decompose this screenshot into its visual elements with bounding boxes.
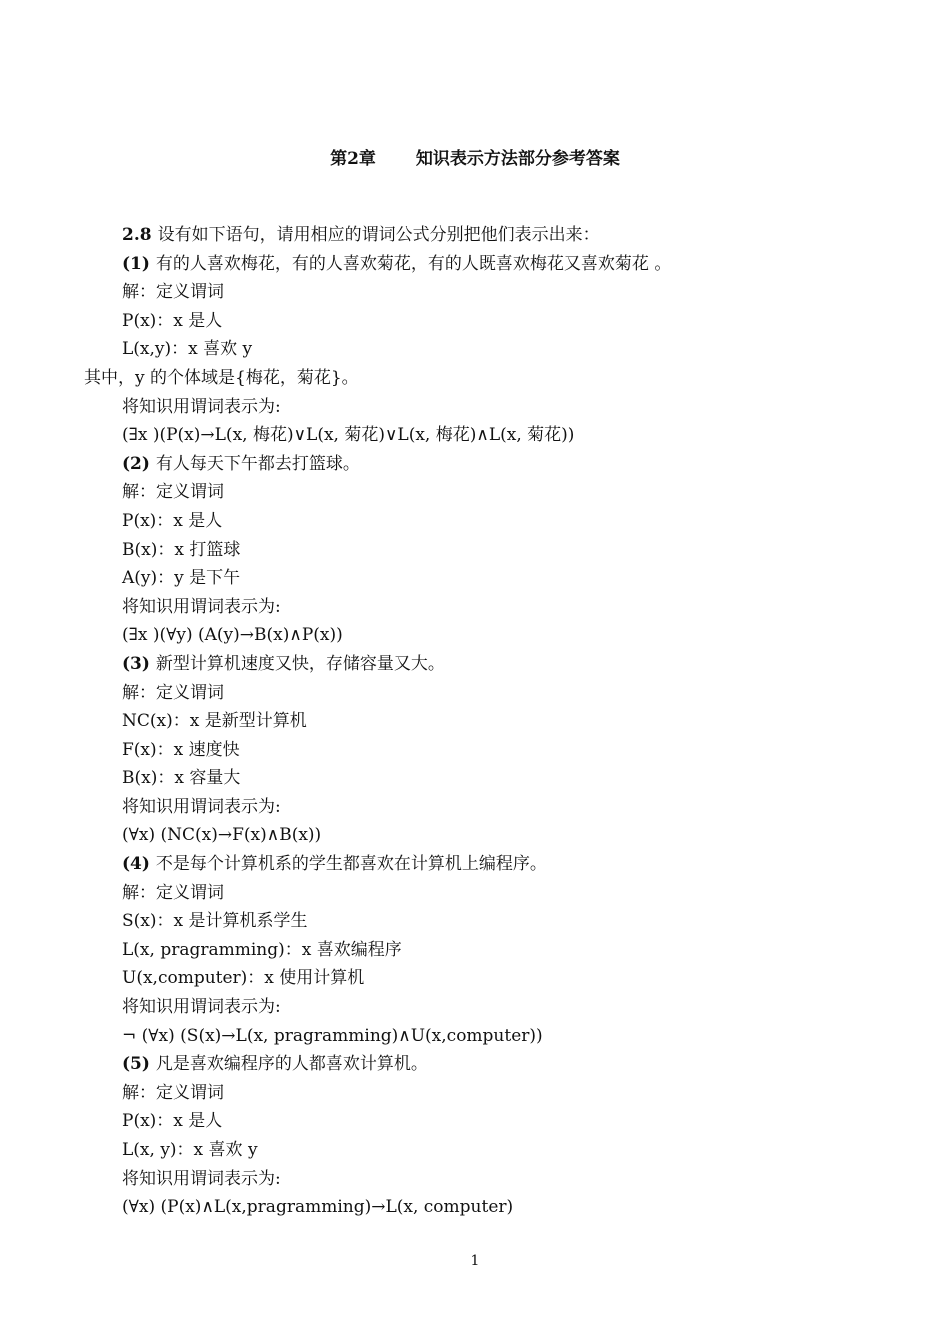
problem-text: 设有如下语句，请用相应的谓词公式分别把他们表示出来： [157,225,600,245]
formula: (∀x) (NC(x)→F(x)∧B(x)) [122,825,322,846]
item-question [0,250,950,279]
predicate-definition: P(x)：x 是人 [122,1111,223,1132]
predicate-definition: L(x, pragramming)：x 喜欢编程序 [122,939,402,960]
problem-heading [0,221,950,250]
domain-note: 其中，y 的个体域是{梅花，菊花}。 [84,367,359,388]
formula: (∃x )(P(x)→L(x, 梅花)∨L(x, 菊花)∨L(x, 梅花)∧L(x, 菊花)) [122,425,575,446]
formula: ¬ (∀x) (S(x)→L(x, pragramming)∧U(x,computer)) [122,1025,543,1046]
solution-label: 解：定义谓词 [122,482,224,503]
item-number: (5) [122,1054,150,1075]
express-label: 将知识用谓词表示为: [122,396,281,417]
predicate-definition: A(y)：y 是下午 [122,568,241,589]
express-label: 将知识用谓词表示为: [122,596,281,617]
predicate-definition: B(x)：x 打篮球 [122,539,241,560]
item-question-text: 新型计算机速度又快，存储容量又大。 [155,653,445,674]
item-question [0,1050,950,1079]
formula: (∃x )(∀y) (A(y)→B(x)∧P(x)) [122,625,343,646]
predicate-definition: P(x)：x 是人 [122,310,223,331]
item-number: (2) [122,453,150,474]
predicate-definition: L(x, y)：x 喜欢 y [122,1140,258,1160]
item-question [0,650,950,679]
page-title [0,144,950,169]
solution-label: 解：定义谓词 [122,282,224,303]
predicate-definition: P(x)：x 是人 [122,510,223,531]
item-question-text: 不是每个计算机系的学生都喜欢在计算机上编程序。 [155,854,547,875]
predicate-definition: B(x)：x 容量大 [122,768,241,789]
document-body [0,221,950,1222]
item-question-text: 凡是喜欢编程序的人都喜欢计算机。 [155,1054,428,1075]
chapter-title: 知识表示方法部分参考答案 [415,149,620,169]
item-number: (3) [122,653,150,674]
item-question [0,450,950,479]
chapter-number: 第2章 [330,149,376,169]
express-label: 将知识用谓词表示为: [122,1168,281,1189]
problem-number: 2.8 [122,225,152,245]
predicate-definition: NC(x)：x 是新型计算机 [122,711,307,732]
item-number: (1) [122,253,150,274]
solution-label: 解：定义谓词 [122,682,224,703]
express-label: 将知识用谓词表示为: [122,997,281,1018]
express-label: 将知识用谓词表示为: [122,796,281,817]
predicate-definition: S(x)：x 是计算机系学生 [122,911,308,932]
predicate-definition: F(x)：x 速度快 [122,739,240,760]
page-number: 1 [470,1253,480,1269]
formula: (∀x) (P(x)∧L(x,pragramming)→L(x, computer) [122,1197,514,1218]
predicate-definition: U(x,computer)：x 使用计算机 [122,968,365,989]
solution-label: 解：定义谓词 [122,1082,224,1103]
solution-label: 解：定义谓词 [122,882,224,903]
item-question-text: 有人每天下午都去打篮球。 [155,453,360,474]
item-question [0,850,950,879]
item-number: (4) [122,854,150,875]
item-question-text: 有的人喜欢梅花，有的人喜欢菊花，有的人既喜欢梅花又喜欢菊花 。 [155,253,672,274]
predicate-definition: L(x,y)：x 喜欢 y [122,339,253,360]
